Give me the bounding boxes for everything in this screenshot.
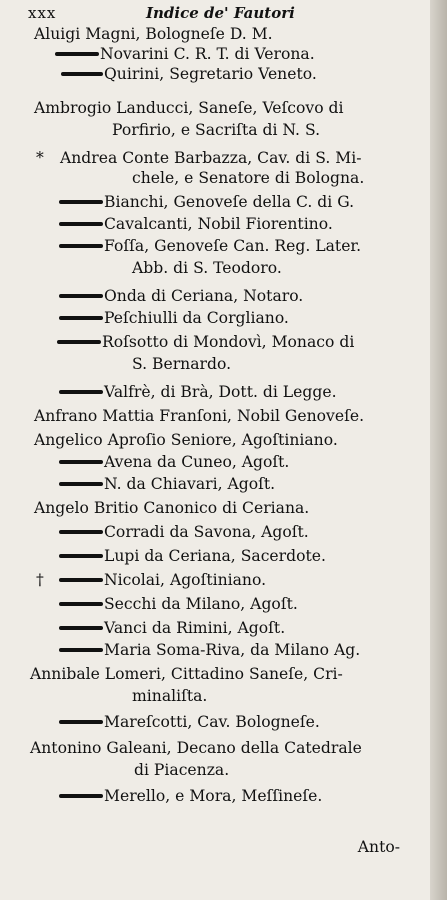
ditto-dash [55, 52, 99, 56]
index-entry [34, 98, 344, 118]
index-entry [59, 308, 289, 328]
index-entry [57, 332, 354, 352]
index-entry [59, 712, 320, 732]
index-entry [59, 452, 289, 472]
ditto-dash [59, 648, 103, 652]
entry-text: Onda di Ceriana, Notaro. [104, 287, 304, 305]
asterisk-mark: * [36, 149, 44, 167]
index-entry [59, 570, 266, 590]
index-entry [132, 168, 364, 188]
index-entry [59, 474, 275, 494]
ditto-dash [59, 390, 103, 394]
index-entry [61, 64, 317, 84]
entry-text: Quirini, Segretario Veneto. [104, 65, 317, 83]
entry-text: Merello, e Mora, Meſſineſe. [104, 787, 323, 805]
ditto-dash [59, 200, 103, 204]
running-title: Indice de' Fautori [146, 4, 295, 22]
index-entry [59, 236, 361, 256]
entry-text: Nicolai, Agoſtiniano. [104, 571, 267, 589]
entry-text: Antonino Galeani, Decano della Catedrale [30, 739, 362, 757]
ditto-dash [59, 720, 103, 724]
index-entry [132, 258, 282, 278]
ditto-dash [59, 554, 103, 558]
index-entry [112, 120, 320, 140]
dagger-mark: † [36, 571, 44, 589]
entry-text: Vanci da Rimini, Agoſt. [104, 619, 286, 637]
index-entry [59, 286, 303, 306]
ditto-dash [59, 244, 103, 248]
entry-text: Roſsotto di Mondovì, Monaco di [102, 333, 355, 351]
ditto-dash [59, 794, 103, 798]
entry-text: Foſſa, Genoveſe Can. Reg. Later. [104, 237, 362, 255]
entry-text: Cavalcanti, Nobil Fiorentino. [104, 215, 333, 233]
index-entry [59, 214, 333, 234]
entry-text: Bianchi, Genoveſe della C. di G. [104, 193, 355, 211]
index-entry [34, 24, 273, 44]
ditto-dash [59, 626, 103, 630]
page-edge [430, 0, 447, 900]
entry-text: Aluigi Magni, Bologneſe D. M. [34, 25, 273, 43]
entry-text: minaliſta. [132, 687, 208, 705]
index-entry [59, 192, 354, 212]
entry-text: chele, e Senatore di Bologna. [132, 169, 365, 187]
ditto-dash [59, 460, 103, 464]
index-entry [30, 664, 343, 684]
index-entry [34, 430, 338, 450]
entry-text: N. da Chiavari, Agoſt. [104, 475, 276, 493]
entry-text: Novarini C. R. T. di Verona. [100, 45, 315, 63]
entry-text: Porfirio, e Sacriſta di N. S. [112, 121, 321, 139]
ditto-dash [59, 602, 103, 606]
ditto-dash [57, 340, 101, 344]
entry-text: Andrea Conte Barbazza, Cav. di S. Mi- [60, 149, 362, 167]
index-entry [132, 354, 231, 374]
entry-text: di Piacenza. [134, 761, 230, 779]
index-entry [55, 44, 315, 64]
entry-text: Anfrano Mattia Franſoni, Nobil Genoveſe. [34, 407, 365, 425]
ditto-dash [61, 72, 103, 76]
index-entry [59, 546, 326, 566]
ditto-dash [59, 222, 103, 226]
entry-text: Lupi da Ceriana, Sacerdote. [104, 547, 326, 565]
index-entry [30, 738, 362, 758]
entry-text: Maria Soma-Riva, da Milano Ag. [104, 641, 361, 659]
entry-text: Peſchiulli da Corgliano. [104, 309, 289, 327]
index-entry [59, 618, 285, 638]
entry-text: Annibale Lomeri, Cittadino Saneſe, Cri- [30, 665, 343, 683]
index-entry [59, 640, 360, 660]
entry-text: Valfrè, di Brà, Dott. di Legge. [104, 383, 337, 401]
entry-text: Angelico Aproſio Seniore, Agoſtiniano. [34, 431, 338, 449]
ditto-dash [59, 316, 103, 320]
index-entry [132, 686, 207, 706]
entry-text: Avena da Cuneo, Agoſt. [104, 453, 290, 471]
entry-text: Angelo Britio Canonico di Ceriana. [34, 499, 310, 517]
index-entry [59, 382, 337, 402]
index-entry [134, 760, 229, 780]
page-header [28, 4, 388, 26]
index-entry [60, 148, 361, 168]
entry-text: Abb. di S. Teodoro. [132, 259, 282, 277]
index-entry [59, 786, 322, 806]
entry-text: Secchi da Milano, Agoſt. [104, 595, 298, 613]
entry-text: Corradi da Savona, Agoſt. [104, 523, 309, 541]
ditto-dash [59, 294, 103, 298]
page-number: xxx [28, 4, 57, 22]
index-entry [34, 406, 364, 426]
ditto-dash [59, 530, 103, 534]
index-entry [34, 498, 309, 518]
ditto-dash [59, 482, 103, 486]
entry-text: Ambrogio Landucci, Saneſe, Veſcovo di [34, 99, 344, 117]
catchword: Anto- [357, 838, 400, 856]
index-entry [59, 594, 298, 614]
entry-text: Mareſcotti, Cav. Bologneſe. [104, 713, 320, 731]
ditto-dash [59, 578, 103, 582]
index-entry [59, 522, 309, 542]
entry-text: S. Bernardo. [132, 355, 232, 373]
